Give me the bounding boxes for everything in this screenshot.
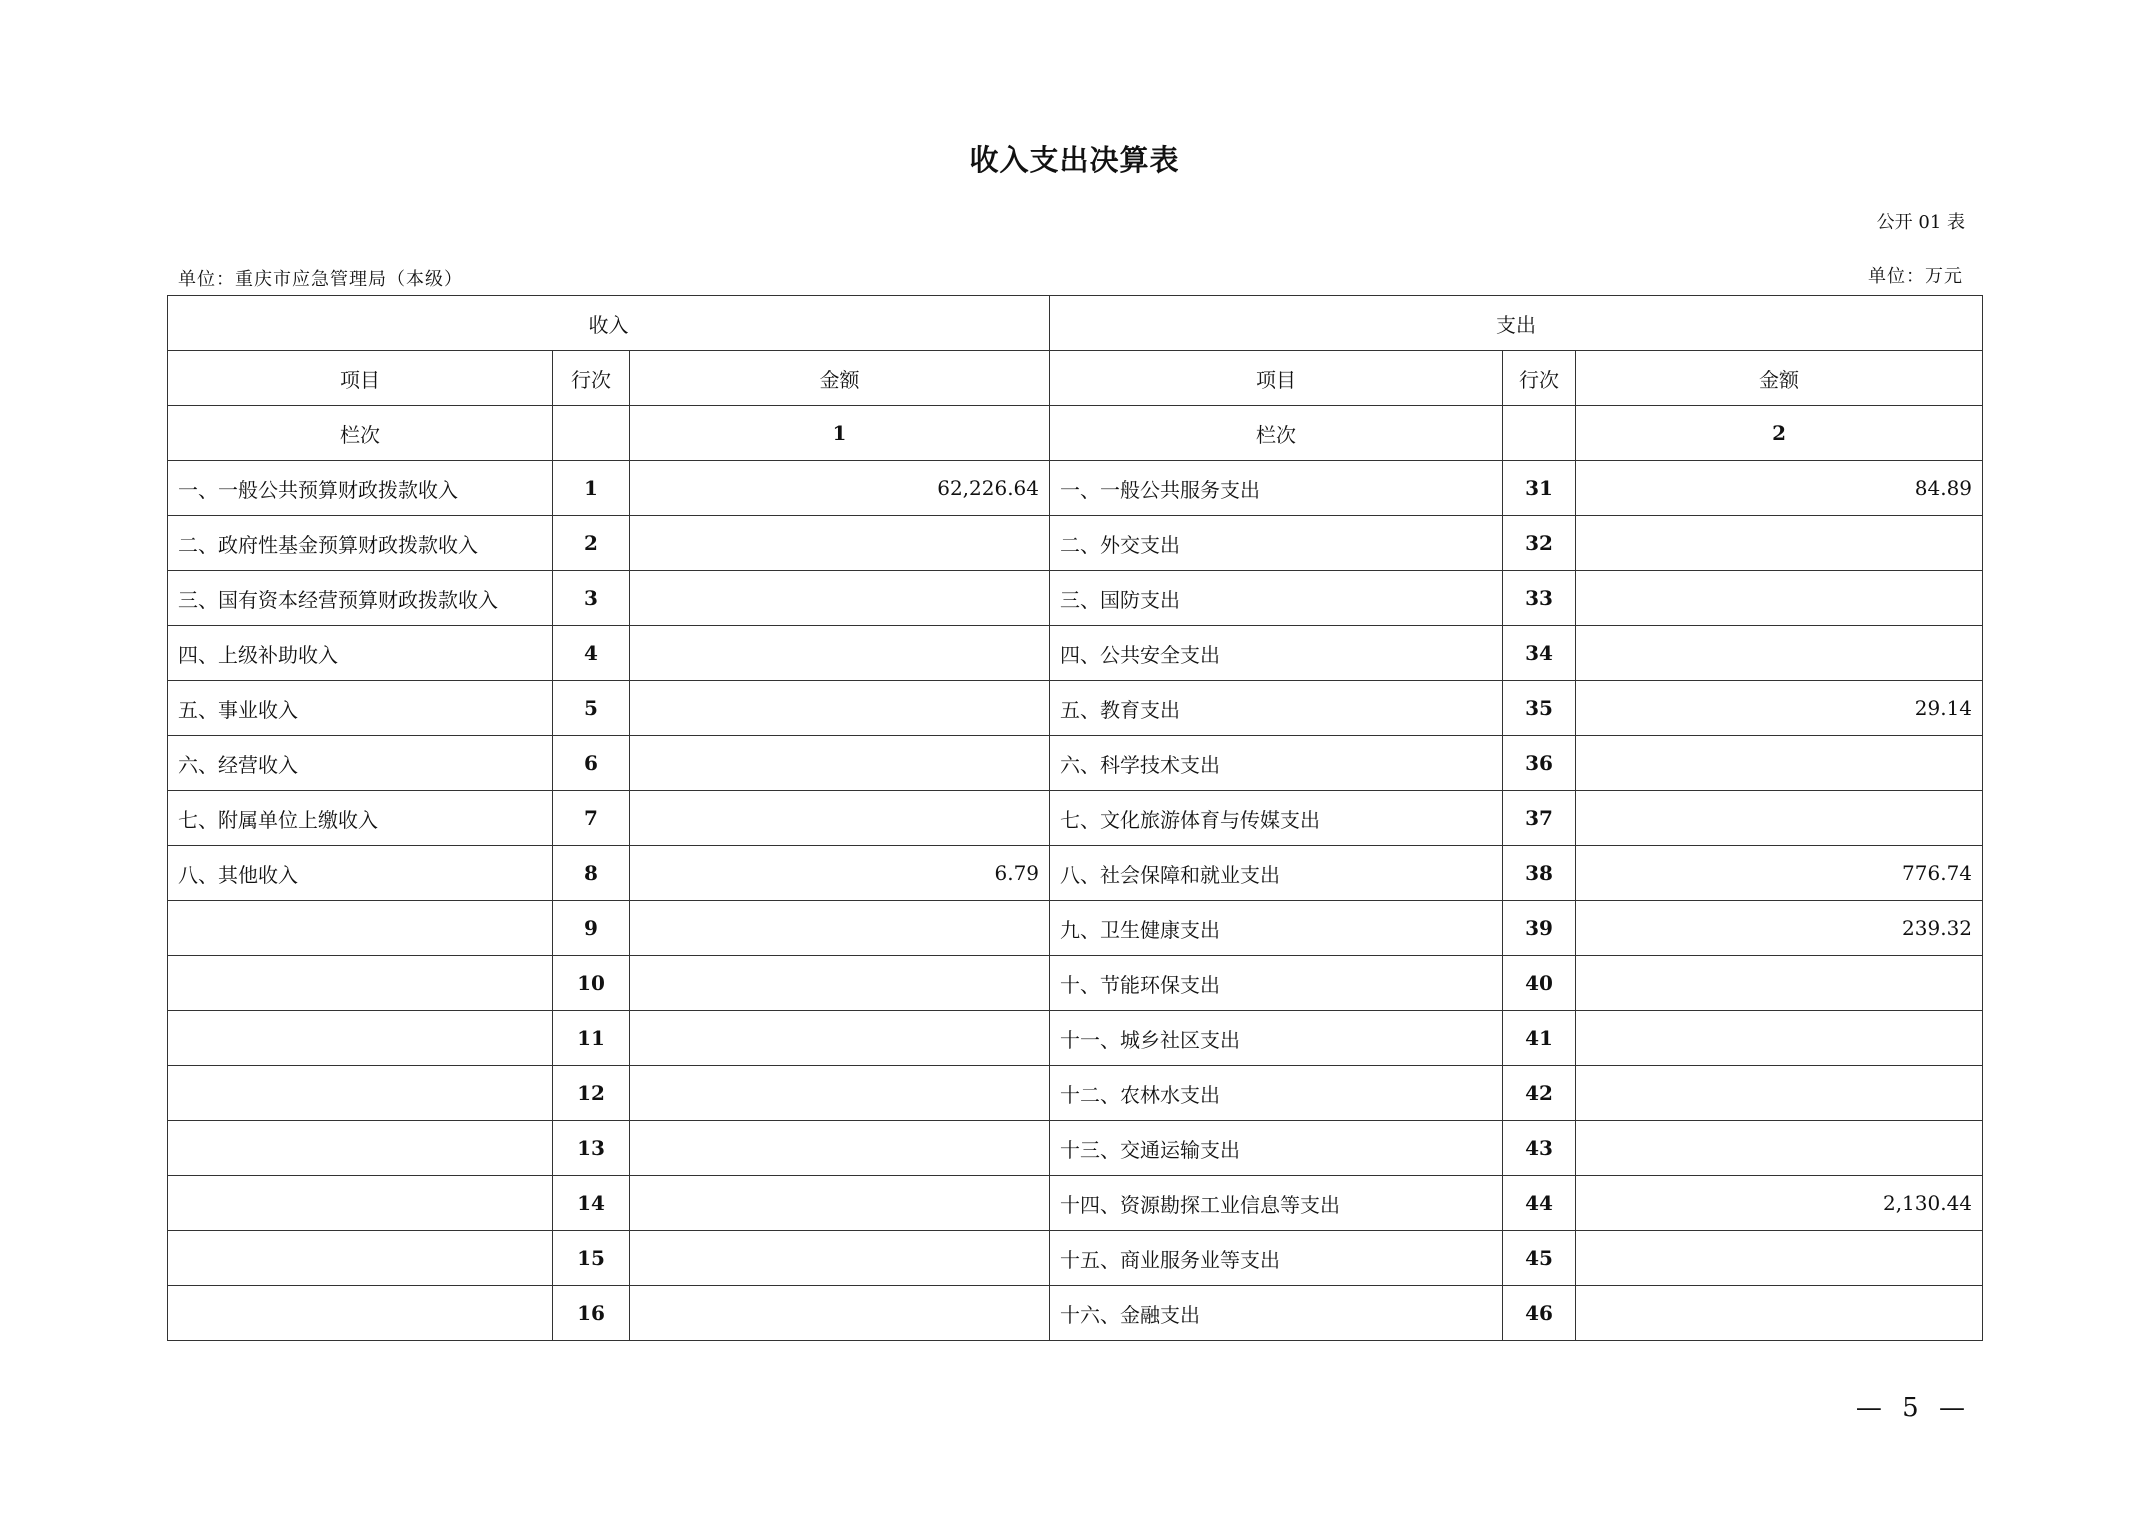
income-amount-cell [630, 736, 1050, 791]
table-row [168, 681, 1983, 736]
expense-row-number-cell: 37 [1503, 791, 1576, 846]
expense-row-number-cell: 46 [1503, 1286, 1576, 1341]
expense-row-number-cell: 31 [1503, 461, 1576, 516]
income-item-index: 栏次 [168, 406, 553, 461]
expense-amount-cell [1576, 1231, 1983, 1286]
income-amount-cell [630, 1286, 1050, 1341]
expense-amount-cell [1576, 956, 1983, 1011]
income-item-cell [168, 1011, 553, 1066]
expense-row-number-cell: 33 [1503, 571, 1576, 626]
expense-row-number-cell: 40 [1503, 956, 1576, 1011]
page-number: — 5 — [1855, 1393, 1971, 1423]
income-item-cell [168, 1231, 553, 1286]
expense-item-cell: 十六、金融支出 [1050, 1286, 1503, 1341]
table-row [168, 1066, 1983, 1121]
expense-item-cell: 十五、商业服务业等支出 [1050, 1231, 1503, 1286]
expense-amount-header: 金额 [1576, 351, 1983, 406]
table-row [168, 626, 1983, 681]
income-item-cell [168, 1176, 553, 1231]
unit-organization: 单位：重庆市应急管理局（本级） [178, 269, 463, 290]
expense-item-cell: 二、外交支出 [1050, 516, 1503, 571]
expense-row-index [1503, 406, 1576, 461]
expense-item-index: 栏次 [1050, 406, 1503, 461]
income-amount-cell [630, 1231, 1050, 1286]
income-expense-table [167, 295, 1983, 1341]
page-title: 收入支出决算表 [969, 143, 1180, 177]
income-amount-cell [630, 1011, 1050, 1066]
expense-row-number-cell: 43 [1503, 1121, 1576, 1176]
income-amount-cell [630, 791, 1050, 846]
income-item-cell: 七、附属单位上缴收入 [168, 791, 553, 846]
column-index-row [168, 406, 1983, 461]
income-item-cell [168, 956, 553, 1011]
expense-amount-cell: 29.14 [1576, 681, 1983, 736]
income-row-number-cell: 2 [553, 516, 630, 571]
income-amount-cell: 62,226.64 [630, 461, 1050, 516]
income-amount-cell [630, 681, 1050, 736]
income-item-cell [168, 1286, 553, 1341]
table-row [168, 461, 1983, 516]
expense-amount-cell [1576, 1066, 1983, 1121]
expense-amount-cell [1576, 1286, 1983, 1341]
income-row-number-cell: 5 [553, 681, 630, 736]
income-row-number-cell: 11 [553, 1011, 630, 1066]
income-item-cell: 五、事业收入 [168, 681, 553, 736]
expense-section-header: 支出 [1050, 296, 1983, 351]
income-item-cell [168, 1121, 553, 1176]
table-row [168, 1286, 1983, 1341]
income-amount-cell [630, 571, 1050, 626]
income-row-number-cell: 13 [553, 1121, 630, 1176]
expense-amount-cell [1576, 626, 1983, 681]
income-amount-cell [630, 956, 1050, 1011]
income-amount-header: 金额 [630, 351, 1050, 406]
expense-amount-cell [1576, 516, 1983, 571]
income-item-header: 项目 [168, 351, 553, 406]
income-item-cell: 四、上级补助收入 [168, 626, 553, 681]
income-row-index [553, 406, 630, 461]
table-row [168, 956, 1983, 1011]
income-amount-cell: 6.79 [630, 846, 1050, 901]
income-row-number-cell: 3 [553, 571, 630, 626]
expense-row-number-cell: 32 [1503, 516, 1576, 571]
expense-row-number-cell: 41 [1503, 1011, 1576, 1066]
expense-row-number-cell: 39 [1503, 901, 1576, 956]
income-row-number-cell: 4 [553, 626, 630, 681]
income-item-cell: 八、其他收入 [168, 846, 553, 901]
table-row [168, 571, 1983, 626]
table-row [168, 846, 1983, 901]
income-amount-cell [630, 1121, 1050, 1176]
income-row-number-cell: 9 [553, 901, 630, 956]
expense-row-number-cell: 45 [1503, 1231, 1576, 1286]
column-header-row [168, 351, 1983, 406]
table-row [168, 1176, 1983, 1231]
expense-amount-cell [1576, 1011, 1983, 1066]
income-item-cell [168, 901, 553, 956]
expense-item-cell: 十三、交通运输支出 [1050, 1121, 1503, 1176]
income-amount-cell [630, 901, 1050, 956]
income-row-number-cell: 12 [553, 1066, 630, 1121]
expense-amount-cell [1576, 571, 1983, 626]
income-row-number-cell: 7 [553, 791, 630, 846]
expense-row-number-cell: 34 [1503, 626, 1576, 681]
expense-row-number-cell: 42 [1503, 1066, 1576, 1121]
expense-amount-cell [1576, 791, 1983, 846]
table-row [168, 901, 1983, 956]
income-row-number-cell: 8 [553, 846, 630, 901]
expense-item-cell: 三、国防支出 [1050, 571, 1503, 626]
income-amount-cell [630, 1176, 1050, 1231]
expense-item-cell: 十、节能环保支出 [1050, 956, 1503, 1011]
expense-item-cell: 十四、资源勘探工业信息等支出 [1050, 1176, 1503, 1231]
expense-amount-cell: 239.32 [1576, 901, 1983, 956]
expense-item-cell: 七、文化旅游体育与传媒支出 [1050, 791, 1503, 846]
income-row-number-cell: 15 [553, 1231, 630, 1286]
form-code: 公开 01 表 [1876, 212, 1965, 233]
expense-amount-cell: 2,130.44 [1576, 1176, 1983, 1231]
income-row-number-cell: 14 [553, 1176, 630, 1231]
expense-row-number-cell: 35 [1503, 681, 1576, 736]
income-item-cell: 六、经营收入 [168, 736, 553, 791]
section-header-row [168, 296, 1983, 351]
expense-item-cell: 十一、城乡社区支出 [1050, 1011, 1503, 1066]
expense-item-header: 项目 [1050, 351, 1503, 406]
income-amount-cell [630, 516, 1050, 571]
expense-item-cell: 八、社会保障和就业支出 [1050, 846, 1503, 901]
table-row [168, 1121, 1983, 1176]
table-row [168, 1011, 1983, 1066]
expense-amount-cell: 776.74 [1576, 846, 1983, 901]
income-row-number-cell: 16 [553, 1286, 630, 1341]
table-row [168, 736, 1983, 791]
expense-amount-cell [1576, 1121, 1983, 1176]
expense-item-cell: 十二、农林水支出 [1050, 1066, 1503, 1121]
unit-currency: 单位：万元 [1868, 266, 1963, 287]
income-amount-cell [630, 1066, 1050, 1121]
table-row [168, 516, 1983, 571]
expense-amount-cell: 84.89 [1576, 461, 1983, 516]
income-row-number-cell: 6 [553, 736, 630, 791]
income-amount-cell [630, 626, 1050, 681]
income-row-number-cell: 1 [553, 461, 630, 516]
income-item-cell [168, 1066, 553, 1121]
income-item-cell: 一、一般公共预算财政拨款收入 [168, 461, 553, 516]
expense-item-cell: 一、一般公共服务支出 [1050, 461, 1503, 516]
income-section-header: 收入 [168, 296, 1050, 351]
expense-item-cell: 六、科学技术支出 [1050, 736, 1503, 791]
expense-item-cell: 四、公共安全支出 [1050, 626, 1503, 681]
expense-amount-index: 2 [1576, 406, 1983, 461]
income-item-cell: 三、国有资本经营预算财政拨款收入 [168, 571, 553, 626]
income-row-number-cell: 10 [553, 956, 630, 1011]
expense-row-number-cell: 44 [1503, 1176, 1576, 1231]
table-row [168, 791, 1983, 846]
table-row [168, 1231, 1983, 1286]
expense-item-cell: 九、卫生健康支出 [1050, 901, 1503, 956]
expense-row-header: 行次 [1503, 351, 1576, 406]
income-item-cell: 二、政府性基金预算财政拨款收入 [168, 516, 553, 571]
expense-row-number-cell: 38 [1503, 846, 1576, 901]
expense-item-cell: 五、教育支出 [1050, 681, 1503, 736]
income-amount-index: 1 [630, 406, 1050, 461]
income-row-header: 行次 [553, 351, 630, 406]
expense-amount-cell [1576, 736, 1983, 791]
expense-row-number-cell: 36 [1503, 736, 1576, 791]
